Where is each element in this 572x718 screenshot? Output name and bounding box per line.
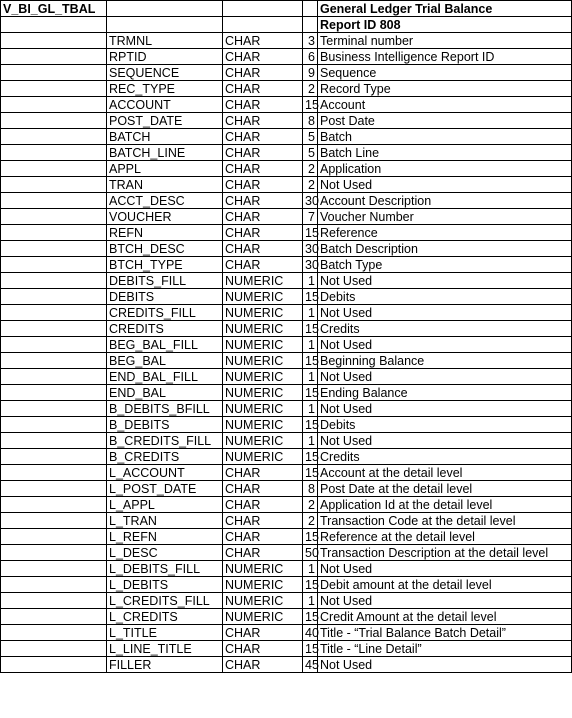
field-name-cell: L_LINE_TITLE bbox=[107, 641, 223, 657]
empty-cell bbox=[1, 177, 107, 193]
field-name-cell: BTCH_DESC bbox=[107, 241, 223, 257]
description-cell: Account bbox=[318, 97, 572, 113]
empty-cell bbox=[1, 17, 107, 33]
data-type-cell: CHAR bbox=[223, 545, 303, 561]
empty-cell bbox=[1, 33, 107, 49]
empty-cell bbox=[1, 241, 107, 257]
empty-cell bbox=[1, 305, 107, 321]
data-type-cell: NUMERIC bbox=[223, 289, 303, 305]
table-row bbox=[1, 129, 572, 145]
table-row bbox=[1, 193, 572, 209]
table-row bbox=[1, 625, 572, 641]
empty-cell bbox=[1, 161, 107, 177]
table-row bbox=[1, 225, 572, 241]
field-length-cell: 2 bbox=[303, 497, 318, 513]
data-type-cell: NUMERIC bbox=[223, 561, 303, 577]
table-row bbox=[1, 577, 572, 593]
table-row bbox=[1, 401, 572, 417]
field-name-cell: SEQUENCE bbox=[107, 65, 223, 81]
data-type-cell: CHAR bbox=[223, 177, 303, 193]
data-type-cell: NUMERIC bbox=[223, 337, 303, 353]
field-name-cell: L_TITLE bbox=[107, 625, 223, 641]
data-type-cell: NUMERIC bbox=[223, 401, 303, 417]
empty-cell bbox=[1, 257, 107, 273]
empty-cell bbox=[1, 289, 107, 305]
field-name-cell: L_APPL bbox=[107, 497, 223, 513]
description-cell: Batch Line bbox=[318, 145, 572, 161]
empty-cell bbox=[1, 49, 107, 65]
data-type-cell: NUMERIC bbox=[223, 433, 303, 449]
empty-cell bbox=[1, 353, 107, 369]
field-name-cell: REFN bbox=[107, 225, 223, 241]
field-length-cell: 1 bbox=[303, 369, 318, 385]
description-cell: Debits bbox=[318, 417, 572, 433]
field-length-cell: 50 bbox=[303, 545, 318, 561]
empty-cell bbox=[1, 449, 107, 465]
description-cell: Credit Amount at the detail level bbox=[318, 609, 572, 625]
field-length-cell: 1 bbox=[303, 401, 318, 417]
field-name-cell: B_DEBITS_BFILL bbox=[107, 401, 223, 417]
field-length-cell: 9 bbox=[303, 65, 318, 81]
field-name-cell: L_CREDITS_FILL bbox=[107, 593, 223, 609]
description-cell: Debit amount at the detail level bbox=[318, 577, 572, 593]
field-length-cell: 15 bbox=[303, 609, 318, 625]
table-row bbox=[1, 241, 572, 257]
field-name-cell: L_ACCOUNT bbox=[107, 465, 223, 481]
empty-cell bbox=[107, 17, 223, 33]
empty-cell bbox=[1, 417, 107, 433]
data-type-cell: CHAR bbox=[223, 513, 303, 529]
field-length-cell: 5 bbox=[303, 129, 318, 145]
empty-cell bbox=[1, 369, 107, 385]
table-row bbox=[1, 177, 572, 193]
field-name-cell: DEBITS_FILL bbox=[107, 273, 223, 289]
table-row bbox=[1, 529, 572, 545]
description-cell: Reference at the detail level bbox=[318, 529, 572, 545]
field-length-cell: 1 bbox=[303, 337, 318, 353]
description-cell: Credits bbox=[318, 321, 572, 337]
field-length-cell: 2 bbox=[303, 513, 318, 529]
data-type-cell: CHAR bbox=[223, 529, 303, 545]
empty-cell bbox=[1, 497, 107, 513]
table-body bbox=[1, 1, 572, 673]
field-length-cell: 15 bbox=[303, 321, 318, 337]
empty-cell bbox=[1, 337, 107, 353]
field-length-cell: 15 bbox=[303, 449, 318, 465]
field-name-cell: B_DEBITS bbox=[107, 417, 223, 433]
data-type-cell: CHAR bbox=[223, 81, 303, 97]
header-row-title bbox=[1, 1, 572, 17]
data-type-cell: CHAR bbox=[223, 113, 303, 129]
view-name: V_BI_GL_TBAL bbox=[1, 1, 107, 17]
field-name-cell: L_DEBITS bbox=[107, 577, 223, 593]
table-row bbox=[1, 465, 572, 481]
empty-cell bbox=[1, 321, 107, 337]
field-length-cell: 15 bbox=[303, 97, 318, 113]
empty-cell bbox=[1, 65, 107, 81]
empty-cell bbox=[303, 1, 318, 17]
description-cell: Post Date bbox=[318, 113, 572, 129]
field-length-cell: 15 bbox=[303, 353, 318, 369]
data-type-cell: CHAR bbox=[223, 225, 303, 241]
data-type-cell: CHAR bbox=[223, 145, 303, 161]
empty-cell bbox=[1, 193, 107, 209]
empty-cell bbox=[1, 625, 107, 641]
table-row bbox=[1, 161, 572, 177]
field-name-cell: L_TRAN bbox=[107, 513, 223, 529]
table-row bbox=[1, 657, 572, 673]
table-row bbox=[1, 593, 572, 609]
field-length-cell: 1 bbox=[303, 561, 318, 577]
field-name-cell: BEG_BAL bbox=[107, 353, 223, 369]
field-length-cell: 15 bbox=[303, 225, 318, 241]
field-length-cell: 40 bbox=[303, 625, 318, 641]
field-name-cell: REC_TYPE bbox=[107, 81, 223, 97]
field-name-cell: ACCOUNT bbox=[107, 97, 223, 113]
data-type-cell: NUMERIC bbox=[223, 593, 303, 609]
description-cell: Not Used bbox=[318, 337, 572, 353]
table-row bbox=[1, 273, 572, 289]
field-length-cell: 2 bbox=[303, 177, 318, 193]
field-name-cell: ACCT_DESC bbox=[107, 193, 223, 209]
field-length-cell: 1 bbox=[303, 305, 318, 321]
table-row bbox=[1, 513, 572, 529]
empty-cell bbox=[1, 225, 107, 241]
empty-cell bbox=[1, 481, 107, 497]
empty-cell bbox=[1, 609, 107, 625]
header-row-report-id bbox=[1, 17, 572, 33]
field-name-cell: DEBITS bbox=[107, 289, 223, 305]
data-type-cell: NUMERIC bbox=[223, 417, 303, 433]
description-cell: Not Used bbox=[318, 401, 572, 417]
table-row bbox=[1, 145, 572, 161]
table-row bbox=[1, 65, 572, 81]
description-cell: Not Used bbox=[318, 657, 572, 673]
description-cell: Record Type bbox=[318, 81, 572, 97]
data-type-cell: CHAR bbox=[223, 657, 303, 673]
field-name-cell: L_DESC bbox=[107, 545, 223, 561]
empty-cell bbox=[1, 657, 107, 673]
table-row bbox=[1, 385, 572, 401]
description-cell: Application Id at the detail level bbox=[318, 497, 572, 513]
empty-cell bbox=[1, 577, 107, 593]
table-row bbox=[1, 257, 572, 273]
data-type-cell: NUMERIC bbox=[223, 385, 303, 401]
description-cell: Account Description bbox=[318, 193, 572, 209]
field-length-cell: 1 bbox=[303, 273, 318, 289]
description-cell: Application bbox=[318, 161, 572, 177]
description-cell: Business Intelligence Report ID bbox=[318, 49, 572, 65]
field-name-cell: B_CREDITS_FILL bbox=[107, 433, 223, 449]
field-length-cell: 15 bbox=[303, 577, 318, 593]
data-type-cell: CHAR bbox=[223, 65, 303, 81]
data-type-cell: CHAR bbox=[223, 97, 303, 113]
data-type-cell: NUMERIC bbox=[223, 321, 303, 337]
table-row bbox=[1, 417, 572, 433]
field-length-cell: 30 bbox=[303, 257, 318, 273]
field-length-cell: 30 bbox=[303, 193, 318, 209]
description-cell: Title - “Line Detail” bbox=[318, 641, 572, 657]
description-cell: Reference bbox=[318, 225, 572, 241]
table-row bbox=[1, 289, 572, 305]
data-type-cell: CHAR bbox=[223, 193, 303, 209]
description-cell: Account at the detail level bbox=[318, 465, 572, 481]
data-type-cell: NUMERIC bbox=[223, 353, 303, 369]
table-row bbox=[1, 497, 572, 513]
field-length-cell: 15 bbox=[303, 465, 318, 481]
table-row bbox=[1, 321, 572, 337]
field-name-cell: L_REFN bbox=[107, 529, 223, 545]
document-title: General Ledger Trial Balance bbox=[318, 1, 572, 17]
table-row bbox=[1, 337, 572, 353]
description-cell: Batch Type bbox=[318, 257, 572, 273]
table-row bbox=[1, 209, 572, 225]
field-name-cell: TRAN bbox=[107, 177, 223, 193]
field-length-cell: 5 bbox=[303, 145, 318, 161]
table-row bbox=[1, 113, 572, 129]
field-name-cell: FILLER bbox=[107, 657, 223, 673]
data-type-cell: NUMERIC bbox=[223, 369, 303, 385]
empty-cell bbox=[1, 513, 107, 529]
field-name-cell: END_BAL bbox=[107, 385, 223, 401]
empty-cell bbox=[107, 1, 223, 17]
field-name-cell: VOUCHER bbox=[107, 209, 223, 225]
empty-cell bbox=[1, 209, 107, 225]
description-cell: Credits bbox=[318, 449, 572, 465]
empty-cell bbox=[1, 545, 107, 561]
field-name-cell: CREDITS_FILL bbox=[107, 305, 223, 321]
empty-cell bbox=[1, 465, 107, 481]
description-cell: Sequence bbox=[318, 65, 572, 81]
description-cell: Voucher Number bbox=[318, 209, 572, 225]
field-length-cell: 15 bbox=[303, 289, 318, 305]
data-type-cell: NUMERIC bbox=[223, 577, 303, 593]
table-row bbox=[1, 49, 572, 65]
field-length-cell: 30 bbox=[303, 241, 318, 257]
field-name-cell: POST_DATE bbox=[107, 113, 223, 129]
description-cell: Ending Balance bbox=[318, 385, 572, 401]
description-cell: Post Date at the detail level bbox=[318, 481, 572, 497]
field-name-cell: BTCH_TYPE bbox=[107, 257, 223, 273]
table-row bbox=[1, 545, 572, 561]
field-length-cell: 3 bbox=[303, 33, 318, 49]
field-length-cell: 1 bbox=[303, 593, 318, 609]
description-cell: Batch Description bbox=[318, 241, 572, 257]
data-type-cell: CHAR bbox=[223, 241, 303, 257]
data-type-cell: NUMERIC bbox=[223, 305, 303, 321]
description-cell: Batch bbox=[318, 129, 572, 145]
field-length-cell: 15 bbox=[303, 417, 318, 433]
table-row bbox=[1, 449, 572, 465]
empty-cell bbox=[1, 81, 107, 97]
field-length-cell: 2 bbox=[303, 161, 318, 177]
empty-cell bbox=[1, 401, 107, 417]
empty-cell bbox=[1, 529, 107, 545]
empty-cell bbox=[1, 641, 107, 657]
empty-cell bbox=[303, 17, 318, 33]
data-type-cell: CHAR bbox=[223, 257, 303, 273]
field-name-cell: END_BAL_FILL bbox=[107, 369, 223, 385]
table-row bbox=[1, 433, 572, 449]
field-name-cell: B_CREDITS bbox=[107, 449, 223, 465]
table-row bbox=[1, 81, 572, 97]
data-type-cell: NUMERIC bbox=[223, 273, 303, 289]
description-cell: Not Used bbox=[318, 177, 572, 193]
empty-cell bbox=[1, 129, 107, 145]
field-name-cell: APPL bbox=[107, 161, 223, 177]
data-type-cell: CHAR bbox=[223, 129, 303, 145]
empty-cell bbox=[1, 593, 107, 609]
field-name-cell: L_DEBITS_FILL bbox=[107, 561, 223, 577]
description-cell: Terminal number bbox=[318, 33, 572, 49]
table-row bbox=[1, 561, 572, 577]
report-id: Report ID 808 bbox=[318, 17, 572, 33]
empty-cell bbox=[1, 561, 107, 577]
field-length-cell: 2 bbox=[303, 81, 318, 97]
empty-cell bbox=[1, 97, 107, 113]
data-type-cell: CHAR bbox=[223, 49, 303, 65]
data-type-cell: CHAR bbox=[223, 33, 303, 49]
description-cell: Transaction Description at the detail level bbox=[318, 545, 572, 561]
field-length-cell: 1 bbox=[303, 433, 318, 449]
data-type-cell: CHAR bbox=[223, 497, 303, 513]
field-length-cell: 45 bbox=[303, 657, 318, 673]
field-name-cell: BATCH bbox=[107, 129, 223, 145]
field-length-cell: 7 bbox=[303, 209, 318, 225]
description-cell: Title - “Trial Balance Batch Detail” bbox=[318, 625, 572, 641]
description-cell: Not Used bbox=[318, 433, 572, 449]
field-name-cell: BEG_BAL_FILL bbox=[107, 337, 223, 353]
field-length-cell: 15 bbox=[303, 385, 318, 401]
data-type-cell: CHAR bbox=[223, 481, 303, 497]
field-length-cell: 15 bbox=[303, 641, 318, 657]
field-length-cell: 6 bbox=[303, 49, 318, 65]
data-type-cell: NUMERIC bbox=[223, 449, 303, 465]
field-length-cell: 15 bbox=[303, 529, 318, 545]
field-name-cell: TRMNL bbox=[107, 33, 223, 49]
empty-cell bbox=[223, 17, 303, 33]
data-type-cell: CHAR bbox=[223, 465, 303, 481]
data-type-cell: CHAR bbox=[223, 625, 303, 641]
table-row bbox=[1, 609, 572, 625]
table-row bbox=[1, 33, 572, 49]
empty-cell bbox=[1, 433, 107, 449]
field-name-cell: RPTID bbox=[107, 49, 223, 65]
table-row bbox=[1, 353, 572, 369]
field-name-cell: BATCH_LINE bbox=[107, 145, 223, 161]
table-row bbox=[1, 641, 572, 657]
description-cell: Debits bbox=[318, 289, 572, 305]
field-name-cell: L_POST_DATE bbox=[107, 481, 223, 497]
empty-cell bbox=[1, 113, 107, 129]
field-length-cell: 8 bbox=[303, 113, 318, 129]
table-row bbox=[1, 369, 572, 385]
data-type-cell: NUMERIC bbox=[223, 609, 303, 625]
data-type-cell: CHAR bbox=[223, 209, 303, 225]
description-cell: Beginning Balance bbox=[318, 353, 572, 369]
empty-cell bbox=[1, 385, 107, 401]
field-name-cell: L_CREDITS bbox=[107, 609, 223, 625]
table-row bbox=[1, 305, 572, 321]
field-name-cell: CREDITS bbox=[107, 321, 223, 337]
description-cell: Not Used bbox=[318, 273, 572, 289]
description-cell: Not Used bbox=[318, 593, 572, 609]
field-length-cell: 8 bbox=[303, 481, 318, 497]
empty-cell bbox=[223, 1, 303, 17]
description-cell: Not Used bbox=[318, 305, 572, 321]
empty-cell bbox=[1, 273, 107, 289]
data-type-cell: CHAR bbox=[223, 641, 303, 657]
description-cell: Not Used bbox=[318, 561, 572, 577]
table-row bbox=[1, 481, 572, 497]
description-cell: Not Used bbox=[318, 369, 572, 385]
empty-cell bbox=[1, 145, 107, 161]
description-cell: Transaction Code at the detail level bbox=[318, 513, 572, 529]
table-row bbox=[1, 97, 572, 113]
data-type-cell: CHAR bbox=[223, 161, 303, 177]
